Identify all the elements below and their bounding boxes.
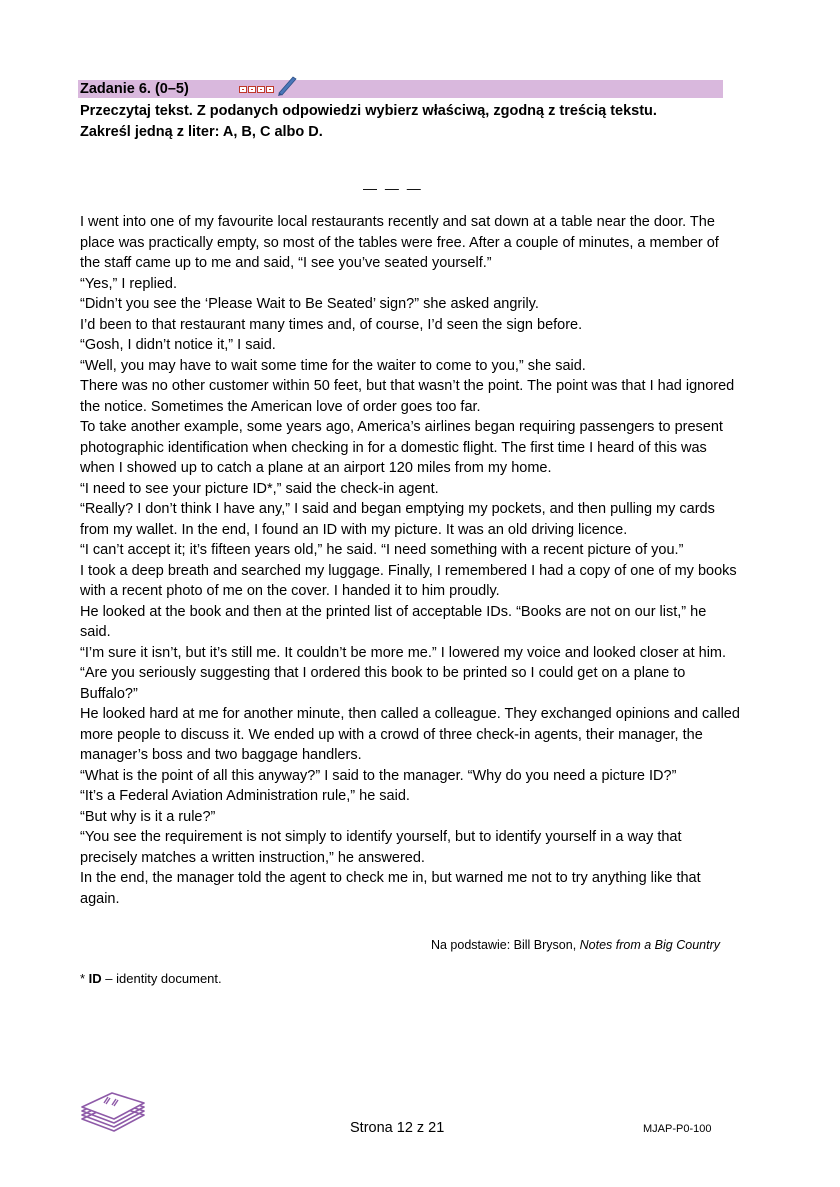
instruction-line-1: Przeczytaj tekst. Z podanych odpowiedzi wybierz właściwą, zgodną z treścią tekstu. [80, 103, 657, 119]
page-number: Strona 12 z 21 [350, 1120, 445, 1136]
source-attribution [431, 937, 720, 953]
source-prefix: Na podstawie: Bill Bryson, [430, 938, 580, 952]
task-header [78, 80, 723, 98]
footnote-definition: – identity document. [101, 971, 222, 986]
paragraph: “What is the point of all this anyway?” I said to the manager. “Why do you need a picture ID?” [80, 767, 677, 784]
exam-code: MJAP-P0-100 [643, 1123, 712, 1135]
cke-logo-icon [78, 1085, 148, 1135]
paragraph: “Yes,” I replied. [80, 275, 177, 292]
paragraph: To take another example, some years ago, America’s airlines began requiring passengers to present photographic identification when checking in for a domestic flight. The first time I heard of this was when I showed up to catch a plane at an airport 120 miles from my home. [80, 419, 723, 476]
instructions [80, 101, 740, 143]
footnote-marker: * [80, 971, 89, 986]
paragraph: “I need to see your picture ID*,” said the check-in agent. [80, 480, 439, 497]
paragraph: “I’m sure it isn’t, but it’s still me. It couldn’t be more me.” I lowered my voice and looked closer at him. “Are you seriously suggesting that I ordered this book to be printed so I could get on a plane to Buffalo?” [80, 644, 727, 702]
paragraph: I went into one of my favourite local restaurants recently and sat down at a table near the door. The place was practically empty, so most of the tables were free. After a couple of minutes, a member of the staff came up to me and said, “I see you’ve seated yourself.” [80, 214, 719, 271]
paragraph: “Really? I don’t think I have any,” I said and began emptying my pockets, and then pulling my cards from my wallet. In the end, I found an ID with my picture. It was an old driving licence. [80, 501, 715, 538]
paragraph: “You see the requirement is not simply to identify yourself, but to identify yourself in a way that precisely matches a written instruction,” he answered. [80, 829, 682, 866]
footnote [80, 970, 222, 988]
paragraph: “It’s a Federal Aviation Administration rule,” he said. [80, 788, 410, 804]
paragraph: I took a deep breath and searched my luggage. Finally, I remembered I had a copy of one of my books with a recent photo of me on the cover. I handed it to him proudly. [80, 562, 737, 599]
skill-boxes-icon [239, 82, 298, 96]
paragraph: “Well, you may have to wait some time for the waiter to come to you,” she said. [80, 357, 586, 374]
paragraph: I’d been to that restaurant many times and, of course, I’d seen the sign before. [80, 316, 583, 333]
paragraph: “Gosh, I didn’t notice it,” I said. [80, 337, 276, 353]
pen-icon [276, 74, 298, 96]
paragraph: “But why is it a rule?” [80, 808, 216, 825]
paragraph: “I can’t accept it; it’s fifteen years old,” he said. “I need something with a recent picture of you.” [80, 542, 684, 558]
paragraph: “Didn’t you see the ‘Please Wait to Be Seated’ sign?” she asked angrily. [80, 296, 539, 312]
paragraph: In the end, the manager told the agent to check me in, but warned me not to try anything like that again. [80, 870, 701, 907]
instruction-line-2: Zakreśl jedną z liter: A, B, C albo D. [80, 124, 323, 140]
title-placeholder: — — — [363, 180, 423, 196]
paragraph: He looked at the book and then at the printed list of acceptable IDs. “Books are not on our list,” he said. [80, 603, 707, 640]
task-title: Zadanie 6. (0–5) [80, 81, 189, 97]
paragraph: He looked hard at me for another minute, then called a colleague. They exchanged opinions and called more people to discuss it. We ended up with a crowd of three check-in agents, their manager, the manager’s boss and two baggage handlers. [80, 706, 740, 763]
footnote-term: ID [88, 971, 102, 986]
source-book-title: Notes from a Big Country [579, 938, 720, 952]
reading-text [80, 212, 740, 909]
paragraph: There was no other customer within 50 feet, but that wasn’t the point. The point was that I had ignored the notice. Sometimes the American love of order goes too far. [80, 378, 735, 415]
